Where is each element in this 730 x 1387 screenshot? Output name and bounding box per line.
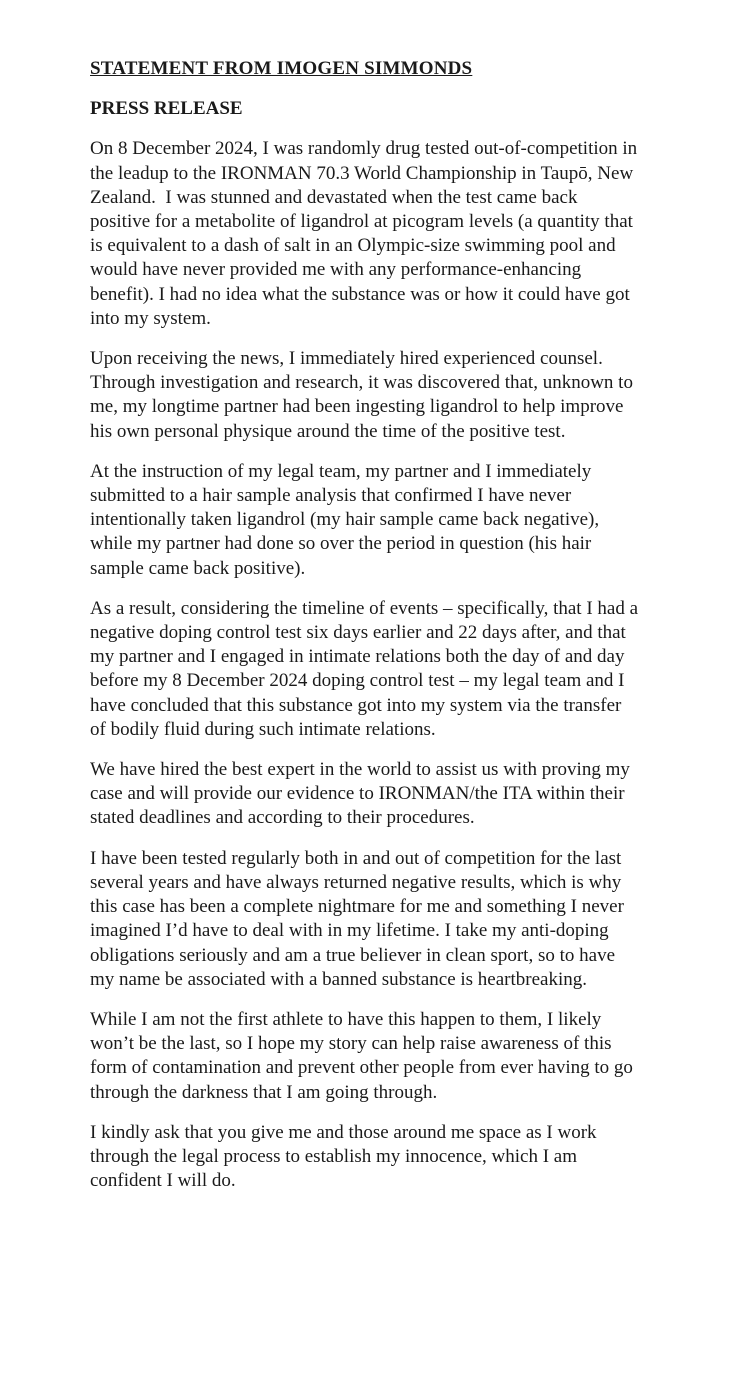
paragraph-awareness: While I am not the first athlete to have this happen to them, I likely won’t be the last, so I hope my story can help raise awareness of this form of contamination and prevent other people from ever having to go through the darkness that I am going through. [90, 1008, 638, 1103]
paragraph-hair-sample: At the instruction of my legal team, my partner and I immediately submitted to a hair sample analysis that confirmed I have never intentionally taken ligandrol (my hair sample came back negative), while my partner had done so over the period in question (his hair sample came back positive). [90, 460, 604, 579]
paragraph-testing-history: I have been tested regularly both in and out of competition for the last several years and have always returned negative results, which is why this case has been a complete nightmare for me and something I never imagined I’d have to deal with in my lifetime. I take my anti-doping obligations seriously and am a true believer in clean sport, so to have my name be associated with a banned substance is heartbreaking. [90, 847, 629, 990]
document-subtitle: PRESS RELEASE [90, 98, 243, 120]
paragraph-expert-evidence: We have hired the best expert in the world to assist us with proving my case and will provide our evidence to IRONMAN/the ITA within their stated deadlines and according to their procedures. [90, 759, 635, 829]
paragraph-drug-test: On 8 December 2024, I was randomly drug tested out-of-competition in the leadup to the IRONMAN 70.3 World Championship in Taupō, New Zealand. I was stunned and devastated when the test came back positive for a metabolite of ligandrol at picogram levels (a quantity that is equivalent to a dash of salt in an Olympic-size swimming pool and would have never provided me with any performance-enhancing benefit). I had no idea what the substance was or how it could have got into my system. [90, 138, 642, 329]
paragraph-counsel-investigation: Upon receiving the news, I immediately hired experienced counsel. Through investigation and research, it was discovered that, unknown to me, my longtime partner had been ingesting ligandrol to help improve his own personal physique around the time of the positive test. [90, 348, 638, 442]
paragraph-request-for-space: I kindly ask that you give me and those around me space as I work through the legal process to establish my innocence, which I am confident I will do. [90, 1121, 602, 1192]
paragraph-timeline-conclusion: As a result, considering the timeline of events – specifically, that I had a negative doping control test six days earlier and 22 days after, and that my partner and I engaged in intimate relations both the day of and day before my 8 December 2024 doping control test – my legal team and I have concluded that this substance got into my system via the transfer of bodily fluid during such intimate relations. [90, 597, 643, 740]
document-title: STATEMENT FROM IMOGEN SIMMONDS [90, 58, 473, 79]
